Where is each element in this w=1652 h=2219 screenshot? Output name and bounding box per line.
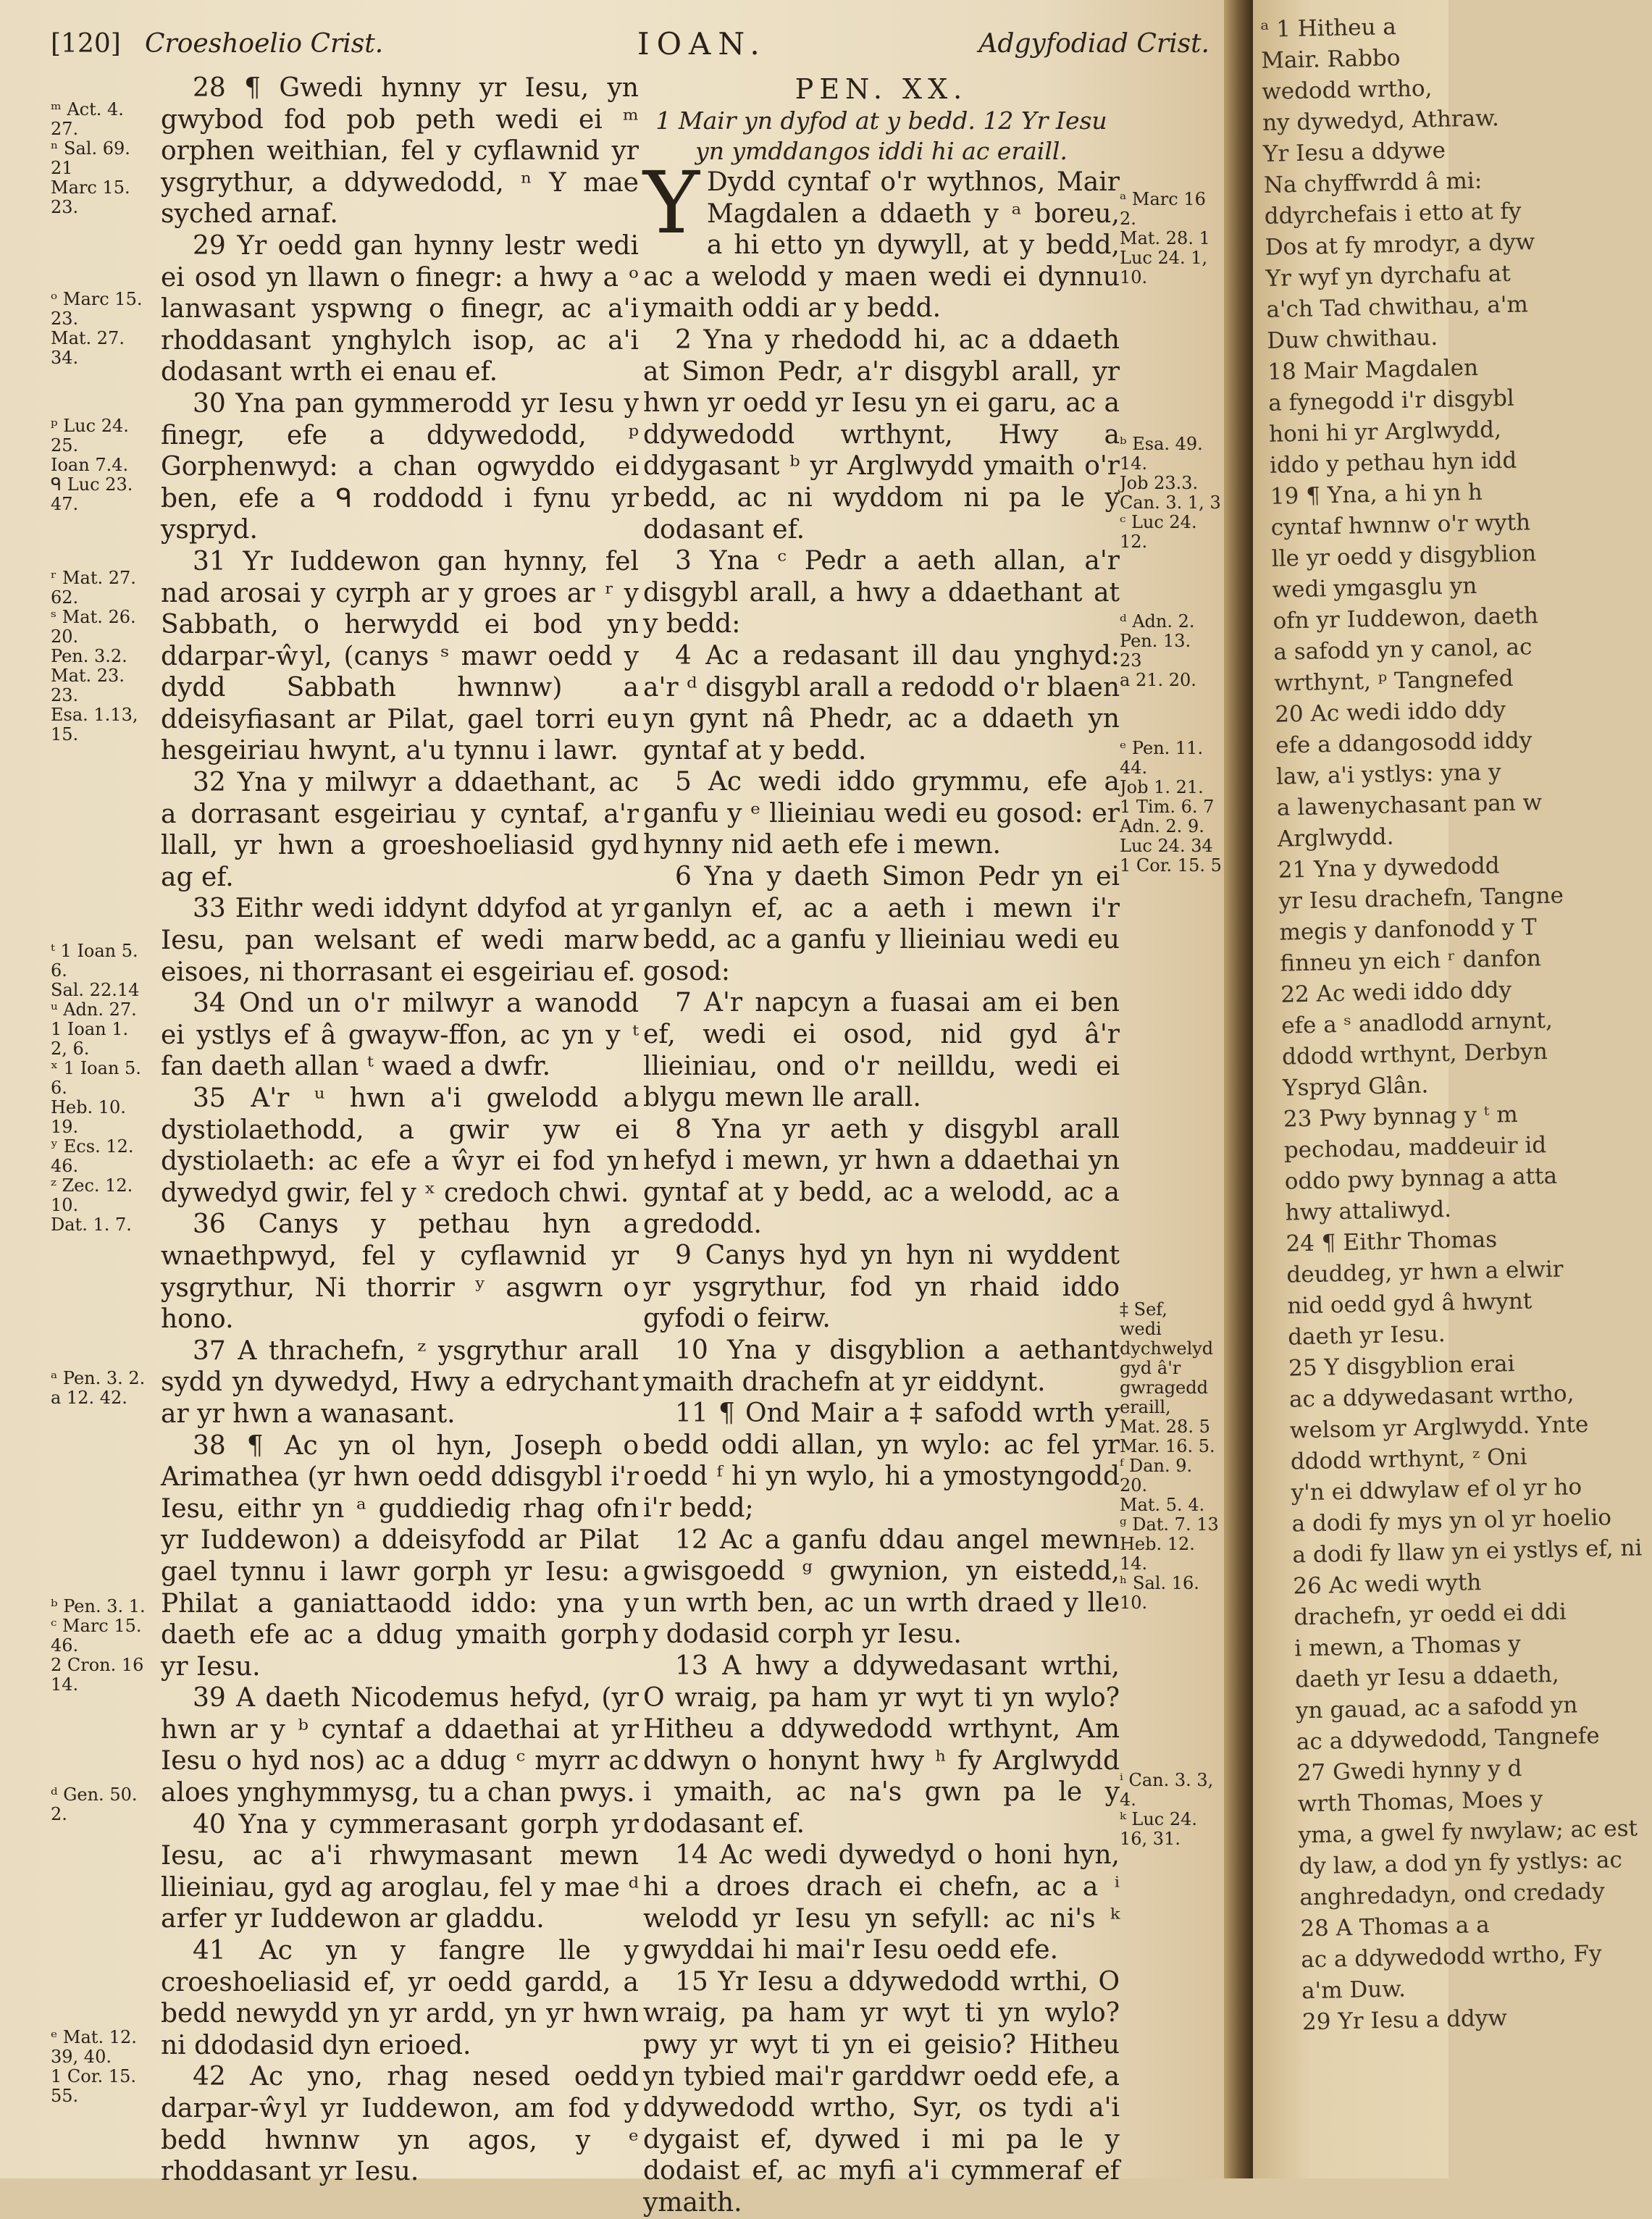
book-title: IOAN. [637,26,767,62]
verse: 14 Ac wedi dywedyd o honi hyn, hi a droes drach ei chefn, ac a ⁱ welodd yr Iesu yn sefyll: ac ni's ᵏ gwyddai hi mai'r Iesu oedd efe. [643,1840,1120,1966]
margin-note: ᵃ Marc 16 2. Mat. 28. 1 Luc 24. 1, 10. [1120,189,1210,288]
facing-page-line: yn gauad, ac a safodd yn [1295,1692,1578,1724]
facing-page [1253,0,1643,2178]
chapter-summary: 1 Mair yn dyfod at y bedd. 12 Yr Iesu yn ymddangos iddi hi ac eraill. [655,106,1107,165]
facing-page-line: drachefn, yr oedd ei ddi [1293,1598,1567,1631]
facing-page-line: efe a ˢ anadlodd arnynt, [1280,1007,1554,1039]
facing-page-line: daeth yr Iesu. [1287,1321,1446,1351]
facing-page-line: Na chyffwrdd â mi: [1263,167,1483,198]
facing-page-line: Yr Iesu a ddywe [1262,137,1446,167]
facing-page-line: wedi ymgasglu yn [1272,572,1477,603]
facing-page-line: a'm Duw. [1301,1976,1406,2005]
facing-page-line: i mewn, a Thomas y [1293,1630,1522,1662]
margin-note: ᵉ Mat. 12. 39, 40. 1 Cor. 15. 55. [51,2027,137,2106]
facing-page-line: 28 A Thomas a a [1299,1911,1490,1942]
margin-note: ᵐ Act. 4. 27. ⁿ Sal. 69. 21 Marc 15. 23. [51,99,130,217]
verse: 11 ¶ Ond Mair a ‡ safodd wrth y bedd oddi allan, yn wylo: ac fel yr oedd ᶠ hi yn wylo, hi a ymostyngodd i'r bedd; [643,1398,1120,1523]
verse: 37 A thrachefn, ᶻ ysgrythur arall sydd yn dywedyd, Hwy a edrychant ar yr hwn a wanasant. [161,1335,639,1429]
chapter-title: PEN. XX. [794,73,968,105]
facing-page-line: pechodau, maddeuir id [1283,1132,1547,1164]
facing-page-line: ny dywedyd, Athraw. [1262,105,1500,136]
left-column [161,72,639,2188]
verse: 30 Yna pan gymmerodd yr Iesu y finegr, efe a ddywedodd, ᵖ Gorphenwyd: a chan ogwyddo ei ben, efe a ᑫ roddodd i fynu yr yspryd. [161,388,639,545]
facing-page-line: daeth yr Iesu a ddaeth, [1294,1661,1560,1693]
margin-note: ᵈ Gen. 50. 2. [51,1784,138,1824]
facing-page-line: wrth Thomas, Moes y [1297,1786,1543,1818]
margin-note: ᵇ Esa. 49. 14. Job 23.3. Can. 3. 1, 3 ᶜ Luc 24. 12. [1120,434,1221,552]
facing-page-line: efe a ddangosodd iddy [1275,727,1532,759]
margin-note: ᵈ Adn. 2. Pen. 13. 23 a 21. 20. [1120,611,1196,690]
verse: 32 Yna y milwyr a ddaethant, ac a dorrasant esgeiriau y cyntaf, a'r llall, yr hwn a groeshoeliasid gyd ag ef. [161,768,639,892]
facing-page-line: a safodd yn y canol, ac [1273,634,1532,666]
verse: 13 A hwy a ddywedasant wrthi, O wraig, pa ham yr wyt ti yn wylo? Hitheu a ddywedodd wrthynt, Am ddwyn o honynt hwy ʰ fy Arglwydd i ymaith, ac na's gwn pa le y dodasant ef. [643,1650,1120,1839]
facing-page-line: megis y danfonodd y T [1279,914,1538,946]
facing-page-line: law, a'i ystlys: yna y [1275,759,1501,790]
facing-page-line: 22 Ac wedi iddo ddy [1280,977,1512,1008]
book-gutter [1224,0,1253,2178]
facing-page-line: honi hi yr Arglwydd, [1268,416,1502,448]
facing-page-line: a fynegodd i'r disgybl [1267,385,1515,416]
facing-page-line: ac a ddywedasant wrtho, [1288,1380,1575,1413]
facing-page-line: 29 Yr Iesu a ddyw [1301,2005,1508,2036]
drop-cap: Y [643,153,700,253]
facing-page-line: ac a ddywedodd, Tangnefe [1296,1722,1600,1756]
facing-page-line: ddodd wrthynt, ᶻ Oni [1290,1443,1527,1475]
facing-page-line: a'ch Tad chwithau, a'm [1266,291,1529,323]
facing-page-line: Mair. Rabbo [1260,44,1401,74]
facing-page-line: 20 Ac wedi iddo ddy [1274,697,1506,728]
facing-page-line: cyntaf hwnnw o'r wyth [1270,509,1531,541]
running-header [51,26,1209,72]
right-column [643,72,1120,2219]
verse: 15 Yr Iesu a ddywedodd wrthi, O wraig, pa ham yr wyt ti yn wylo? pwy yr wyt ti yn ei geisio? Hitheu yn tybied mai'r garddwr oedd efe, a ddywedodd wrtho, Syr, os tydi a'i dygaist ef, dywed i mi pa le y dodaist ef, ac myfi a'i cymmeraf ef ymaith. [643,1966,1120,2218]
facing-page-line: 18 Mair Magdalen [1267,354,1479,385]
margin-note: ᵃ Pen. 3. 2. a 12. 42. [51,1368,146,1408]
facing-page-line: y'n ei ddwylaw ef ol yr ho [1291,1474,1582,1506]
verse: 38 ¶ Ac yn ol hyn, Joseph o Arimathea (yr hwn oedd ddisgybl i'r Iesu, eithr yn ᵃ guddiedig rhag ofn yr Iuddewon) a ddeisyfodd ar Pilat gael tynnu i lawr gorph yr Iesu: a Philat a ganiattaodd iddo: yna y daeth efe ac a ddug ymaith gorph yr Iesu. [161,1430,639,1682]
facing-page-line: wedodd wrtho, [1261,75,1433,105]
facing-page-line: welsom yr Arglwydd. Ynte [1289,1411,1589,1444]
facing-page-line: 25 Y disgyblion erai [1288,1351,1515,1382]
facing-page-line: Yspryd Glân. [1282,1072,1429,1102]
facing-page-line: 26 Ac wedi wyth [1293,1569,1482,1600]
facing-page-line: oddo pwy bynnag a atta [1284,1162,1558,1195]
verse: 5 Ac wedi iddo grymmu, efe a ganfu y ᵉ llieiniau wedi eu gosod: er hynny nid aeth efe i mewn. [643,767,1120,860]
facing-page-line: nid oedd gyd â hwynt [1286,1288,1532,1320]
facing-page-line: Duw chwithau. [1267,324,1438,354]
facing-page-line: wrthynt, ᵖ Tangnefed [1273,665,1514,697]
verse-1 [643,153,1120,324]
facing-page-line: yma, a gwel fy nwylaw; ac est [1298,1815,1638,1849]
left-running-title: Croeshoelio Crist. [145,29,384,59]
verse: 6 Yna y daeth Simon Pedr yn ei ganlyn ef, ac a aeth i mewn i'r bedd, ac a ganfu y llieiniau wedi eu gosod: [643,862,1120,986]
facing-page-line: 23 Pwy bynnag y ᵗ m [1283,1101,1519,1133]
facing-page-text [1260,8,1643,2038]
facing-page-line: lle yr oedd y disgyblion [1271,540,1537,572]
margin-note: ‡ Sef, wedi dychwelyd gyd â'r gwragedd eraill, Mat. 28. 5 Mar. 16. 5. ᶠ Dan. 9. 20. Mat. 5. 4. ᵍ Dat. 7. 13 Heb. 12. 14. ʰ Sal. 16. 10. [1120,1299,1219,1613]
margin-note: ⁱ Can. 3. 3, 4. ᵏ Luc 24. 16, 31. [1120,1770,1214,1849]
facing-page-line: dy law, a dod yn fy ystlys: ac [1299,1847,1623,1880]
facing-page-line: ᵃ 1 Hitheu a [1260,14,1397,43]
verse: 9 Canys hyd yn hyn ni wyddent yr ysgrythur, fod yn rhaid iddo gyfodi o feirw. [643,1241,1120,1334]
margin-note: ʳ Mat. 27. 62. ˢ Mat. 26. 20. Pen. 3.2. Mat. 23. 23. Esa. 1.13, 15. [51,568,138,744]
verse: 40 Yna y cymmerasant gorph yr Iesu, ac a'i rhwymasant mewn llieiniau, gyd ag aroglau, fel y mae ᵈ arfer yr Iuddewon ar gladdu. [161,1809,639,1934]
verse: 28 ¶ Gwedi hynny yr Iesu, yn gwybod fod pob peth wedi ei ᵐ orphen weithian, fel y cyflawnid yr ysgrythur, a ddywedodd, ⁿ Y mae syched arnaf. [161,73,639,230]
facing-page-line: 24 ¶ Eithr Thomas [1286,1226,1498,1257]
verse: 4 Ac a redasant ill dau ynghyd: a'r ᵈ disgybl arall a redodd o'r blaen yn gynt nâ Phedr, ac a ddaeth yn gyntaf at y bedd. [643,640,1120,765]
verse: 33 Eithr wedi iddynt ddyfod at yr Iesu, pan welsant ef wedi marw eisoes, ni thorrasant ei esgeiriau ef. [161,894,639,987]
margin-note: ᵇ Pen. 3. 1. ᶜ Marc 15. 46. 2 Cron. 16 14. [51,1596,146,1695]
page-number: [120] [51,29,121,59]
verse: 29 Yr oedd gan hynny lestr wedi ei osod yn llawn o finegr: a hwy a ᵒ lanwasant yspwng o finegr, ac a'i rhoddasant ynghylch isop, ac a'i dodasant wrth ei enau ef. [161,230,639,387]
verse: 12 Ac a ganfu ddau angel mewn gwisgoedd ᵍ gwynion, yn eistedd, un wrth ben, ac un wrth draed y lle y dodasid corph yr Iesu. [643,1524,1120,1650]
facing-page-line: hwy attaliwyd. [1285,1196,1452,1226]
facing-page-line: ofn yr Iuddewon, daeth [1272,603,1539,634]
facing-page-line: ddyrchefais i etto at fy [1264,198,1522,230]
verse: 2 Yna y rhedodd hi, ac a ddaeth at Simon Pedr, a'r disgybl arall, yr hwn yr oedd yr Iesu yn ei garu, ac a ddywedodd wrthynt, Hwy a ddygasant ᵇ yr Arglwydd ymaith o'r bedd, ac ni wyddom ni pa le y dodasant ef. [643,324,1120,545]
verse: 41 Ac yn y fangre lle y croeshoeliasid ef, yr oedd gardd, a bedd newydd yn yr ardd, yn yr hwn ni ddodasid dyn erioed. [161,1936,639,2060]
facing-page-line: a dodi fy llaw yn ei ystlys ef, ni [1292,1535,1643,1569]
verse: 31 Yr Iuddewon gan hynny, fel nad arosai y cyrph ar y groes ar ʳ y Sabbath, o herwydd ei bod yn ddarpar-ŵyl, (canys ˢ mawr oedd y dydd Sabbath hwnnw) a ddeisyfiasant ar Pilat, gael torri eu hesgeiriau hwynt, a'u tynnu i lawr. [161,546,639,766]
verse: 3 Yna ᶜ Pedr a aeth allan, a'r disgybl arall, a hwy a ddaethant at y bedd: [643,546,1120,639]
margin-note: ᵗ 1 Ioan 5. 6. Sal. 22.14 ᵘ Adn. 27. 1 Ioan 1. 2, 6. ˣ 1 Ioan 5. 6. Heb. 10. 19. ʸ Ecs. 12. 46. ᶻ Zec. 12. 10. Dat. 1. 7. [51,941,141,1235]
facing-page-line: anghredadyn, ond credady [1299,1878,1606,1911]
facing-page-line: Dos at fy mrodyr, a dyw [1265,229,1535,261]
facing-page-line: Arglwydd. [1277,823,1394,852]
right-running-title: Adgyfodiad Crist. [978,29,1209,59]
facing-page-line: Yr wyf yn dyrchafu at [1265,260,1511,292]
verse: 36 Canys y pethau hyn a wnaethpwyd, fel y cyflawnid yr ysgrythur, Ni thorrir ʸ asgwrn o hono. [161,1209,639,1335]
verse: 7 A'r napcyn a fuasai am ei ben ef, wedi ei osod, nid gyd â'r llieiniau, ond o'r neilldu, wedi ei blygu mewn lle arall. [643,988,1120,1113]
facing-page-line: 19 ¶ Yna, a hi yn h [1270,479,1483,510]
verse: 34 Ond un o'r milwyr a wanodd ei ystlys ef â gwayw-ffon, ac yn y ᵗ fan daeth allan ᵗ waed a dwfr. [161,989,639,1082]
margin-note: ᵒ Marc 15. 23. Mat. 27. 34. [51,289,143,368]
verse: 42 Ac yno, rhag nesed oedd darpar-ŵyl yr Iuddewon, am fod y bedd hwnnw yn agos, y ᵉ rhoddasant yr Iesu. [161,2062,639,2187]
verse-text: Dydd cyntaf o'r wythnos, Mair Magdalen a ddaeth y ᵃ boreu, a hi etto yn dywyll, at y bedd, ac a welodd y maen wedi ei dynnu ymaith oddi ar y bedd. [643,167,1120,324]
verse: 8 Yna yr aeth y disgybl arall hefyd i mewn, yr hwn a ddaethai yn gyntaf at y bedd, ac a welodd, ac a gredodd. [643,1114,1120,1239]
facing-page-line: finneu yn eich ʳ danfon [1280,945,1542,977]
facing-page-line: 27 Gwedi hynny y d [1296,1755,1522,1787]
facing-page-line: a lawenychasant pan w [1276,789,1543,821]
verse: 10 Yna y disgyblion a aethant ymaith drachefn at yr eiddynt. [643,1335,1120,1397]
facing-page-line: yr Iesu drachefn, Tangne [1278,882,1564,915]
margin-note: ᵉ Pen. 11. 44. Job 1. 21. 1 Tim. 6. 7 Adn. 2. 9. Luc 24. 34 1 Cor. 15. 5 [1120,738,1222,876]
verse: 39 A daeth Nicodemus hefyd, (yr hwn ar y ᵇ cyntaf a ddaethai at yr Iesu o hyd nos) ac a ddug ᶜ myrr ac aloes ynghymmysg, tu a chan pwys. [161,1683,639,1808]
facing-page-line: 21 Yna y dywedodd [1278,852,1500,884]
facing-page-line: a dodi fy mys yn ol yr hoelio [1291,1504,1612,1538]
margin-note: ᵖ Luc 24. 25. Ioan 7.4. ᑫ Luc 23. 47. [51,416,133,514]
facing-page-line: ddodd wrthynt, Derbyn [1281,1039,1548,1070]
facing-page-line: iddo y pethau hyn idd [1269,447,1517,479]
facing-page-line: deuddeg, yr hwn a elwir [1286,1256,1564,1288]
facing-page-line: ac a ddywedodd wrtho, Fy [1300,1940,1602,1973]
verse: 35 A'r ᵘ hwn a'i gwelodd a dystiolaethodd, a gwir yw ei dystiolaeth: ac efe a ŵyr ei fod yn dywedyd gwir, fel y ˣ credoch chwi. [161,1083,639,1208]
